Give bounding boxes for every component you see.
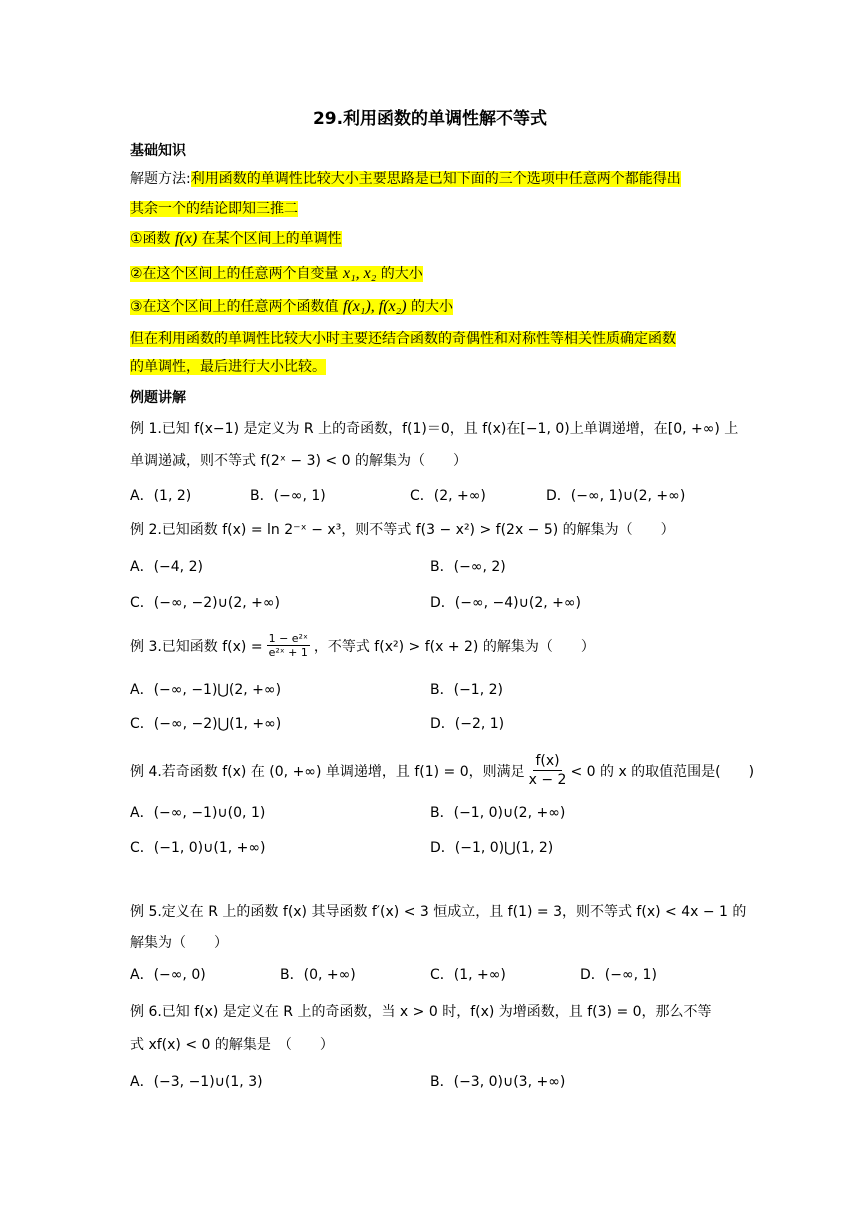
point-1 [130,228,342,248]
method-text-1: 利用函数的单调性比较大小主要思路是已知下面的三个选项中任意两个都能得出 [190,171,681,187]
ex5-option-b: B．(0, +∞) [280,967,356,983]
ex4-suffix: < 0 的 x 的取值范围是( ) [570,763,755,780]
note-text-1: 但在利用函数的单调性比较大小时主要还结合函数的奇偶性和对称性等相关性质确定函数 [130,331,676,347]
ex1-option-c: C．(2, +∞) [410,488,486,504]
ex3-option-d: D．(−2, 1) [430,716,505,732]
ex2-line-1: 例 2.已知函数 f(x) = ln 2⁻ˣ − x³，则不等式 f(3 − x²) > f(2x − 5) 的解集为（ ） [130,522,675,538]
ex1-option-a: A．(1, 2) [130,488,192,504]
point3-math: f(x₁), f(x₂) [343,298,407,315]
ex2-option-a: A．(−4, 2) [130,559,203,575]
ex3-frac-den: e²ˣ + 1 [268,646,308,659]
point2-suffix: 的大小 [380,266,423,282]
ex3-prefix: 例 3.已知函数 f(x) = [130,638,263,655]
ex2-option-d: D．(−∞, −4)∪(2, +∞) [430,595,582,611]
ex3-suffix: ，不等式 f(x²) > f(x + 2) 的解集为（ ） [313,638,595,655]
ex5-option-c: C．(1, +∞) [430,967,506,983]
ex1-line-1: 例 1.已知 f(x−1) 是定义为 R 上的奇函数，f(1)＝0，且 f(x)在[−1, 0)上单调递增，在[0, +∞) 上 [130,421,739,437]
point1-prefix: ①函数 [130,231,171,247]
note-text-2: 的单调性，最后进行大小比较。 [130,359,326,375]
point1-suffix: 在某个区间上的单调性 [201,231,342,247]
note-line-2 [130,356,326,376]
ex6-line-2: 式 xf(x) < 0 的解集是 （ ） [130,1037,334,1053]
note-line-1 [130,328,676,348]
ex3-fraction [267,632,310,659]
ex1-option-b: B．(−∞, 1) [250,488,326,504]
point1-math: f(x) [175,230,198,247]
ex4-line-1 [130,752,754,789]
point3-suffix: 的大小 [411,299,453,315]
ex5-option-d: D．(−∞, 1) [580,967,657,983]
ex5-line-1: 例 5.定义在 R 上的函数 f(x) 其导函数 f′(x) < 3 恒成立，且 f(1) = 3，则不等式 f(x) < 4x − 1 的 [130,904,747,920]
page-title: 29.利用函数的单调性解不等式 [312,109,548,129]
ex5-option-a: A．(−∞, 0) [130,967,206,983]
ex4-option-a: A．(−∞, −1)∪(0, 1) [130,805,266,821]
ex3-option-a: A．(−∞, −1)⋃(2, +∞) [130,682,282,698]
ex3-option-c: C．(−∞, −2)⋃(1, +∞) [130,716,282,732]
method-label: 解题方法: [130,171,191,187]
ex3-frac-num: 1 − e²ˣ [268,632,308,645]
ex4-fraction [529,752,567,789]
point-3 [130,296,453,316]
point3-prefix: ③在这个区间上的任意两个函数值 [130,299,339,315]
ex3-line-1 [130,632,595,659]
ex4-option-b: B．(−1, 0)∪(2, +∞) [430,805,566,821]
method-line-1 [130,168,681,188]
point-2 [130,263,423,283]
ex4-frac-den: x − 2 [528,772,567,788]
ex4-prefix: 例 4.若奇函数 f(x) 在 (0, +∞) 单调递增，且 f(1) = 0，则满足 [130,763,525,780]
point2-math: x₁, x₂ [343,265,377,282]
ex1-option-d: D．(−∞, 1)∪(2, +∞) [546,488,686,504]
ex2-option-c: C．(−∞, −2)∪(2, +∞) [130,595,281,611]
section-heading-examples: 例题讲解 [130,390,186,406]
section-heading-basic: 基础知识 [130,143,186,159]
ex6-option-b: B．(−3, 0)∪(3, +∞) [430,1074,566,1090]
ex4-option-d: D．(−1, 0)⋃(1, 2) [430,840,554,856]
ex2-option-b: B．(−∞, 2) [430,559,506,575]
ex1-line-2: 单调递减，则不等式 f(2ˣ − 3) < 0 的解集为（ ） [130,453,467,469]
ex4-frac-num: f(x) [535,753,560,769]
ex4-option-c: C．(−1, 0)∪(1, +∞) [130,840,266,856]
ex6-option-a: A．(−3, −1)∪(1, 3) [130,1074,263,1090]
point2-prefix: ②在这个区间上的任意两个自变量 [130,266,339,282]
ex3-option-b: B．(−1, 2) [430,682,503,698]
method-text-2: 其余一个的结论即知三推二 [130,201,298,217]
ex6-line-1: 例 6.已知 f(x) 是定义在 R 上的奇函数，当 x > 0 时，f(x) 为增函数，且 f(3) = 0，那么不等 [130,1004,712,1020]
ex5-line-2: 解集为（ ） [130,935,228,951]
method-line-2 [130,198,298,218]
